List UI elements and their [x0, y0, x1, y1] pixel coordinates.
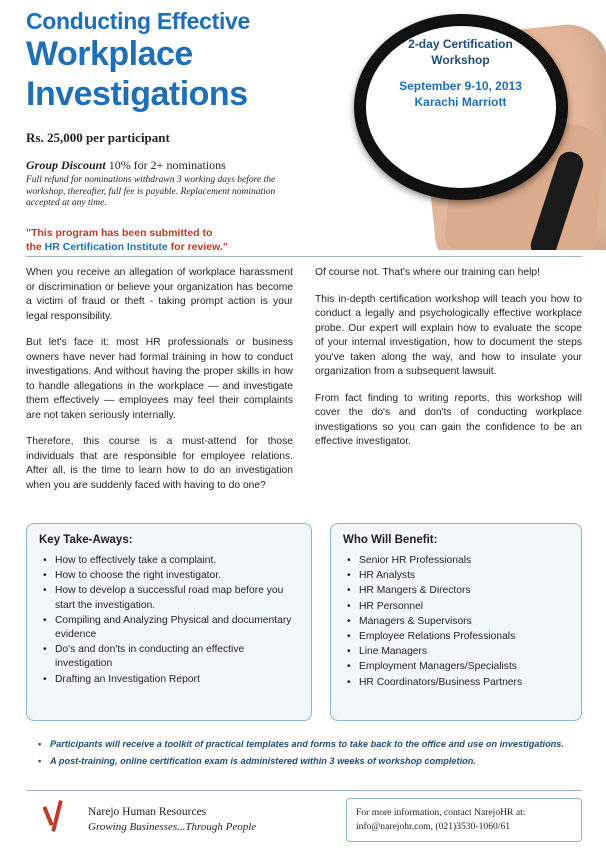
right-column — [315, 266, 582, 505]
footer-divider — [26, 790, 582, 791]
certification-note-line1: "This program has been submitted to — [26, 226, 213, 239]
refund-note: Full refund for nominations withdrawn 3 working days before the workshop, thereafter, full fee is payable. Replacement nomination accepted at any time. — [26, 175, 276, 208]
group-discount-text: 10% for 2+ nominations — [105, 158, 226, 172]
contact-line1: For more information, contact NarejoHR at: — [356, 807, 526, 818]
paragraph: But let's face it: most HR professionals or business owners have never had formal training in how to conduct investigations. And without having the proper skills in how to handle allegations in the workplace — and investigate them effectively — employees may feel their complaints are not taken seriously internally. — [26, 337, 293, 421]
paragraph: From fact finding to writing reports, this workshop will cover the do's and don'ts of conducting workplace investigations so you can gain the confidence to be an effective investigator. — [315, 392, 582, 447]
bottom-notes — [36, 738, 582, 771]
paragraph: When you receive an allegation of workplace harassment or discrimination or believe your organization has become a victim of fraud or theft - taking prompt action is your legal responsibility. — [26, 267, 293, 322]
workshop-venue: Karachi Marriott — [414, 95, 507, 109]
title-block — [26, 8, 336, 254]
workshop-line2: Workshop — [431, 53, 490, 67]
checkmark-icon — [44, 804, 74, 834]
list-item: • HR Analysts — [359, 569, 569, 583]
hr-certification-institute: HR Certification Institute — [44, 240, 168, 253]
bottom-notes-list — [36, 738, 582, 767]
group-discount-label: Group Discount — [26, 158, 106, 172]
list-item: • Employment Managers/Specialists — [359, 660, 569, 674]
company-name: Narejo Human Resources — [88, 806, 207, 818]
key-takeaways-heading: Key Take-Aways: — [39, 534, 133, 546]
narejo-logo-icon — [38, 800, 82, 842]
list-item: • Line Managers — [359, 645, 569, 659]
list-item: • HR Personnel — [359, 600, 569, 614]
list-item: • How to effectively take a complaint. — [55, 554, 299, 568]
company-tagline: Growing Businesses...Through People — [88, 821, 257, 833]
certification-note-prefix: the — [26, 240, 45, 253]
price-text: Rs. 25,000 per participant — [26, 130, 170, 145]
list-item: • Compiling and Analyzing Physical and documentary evidence — [55, 614, 299, 642]
list-item: • Drafting an Investigation Report — [55, 673, 299, 687]
footer — [26, 798, 582, 850]
list-item: • Employee Relations Professionals — [359, 630, 569, 644]
workshop-line1: 2-day Certification — [408, 37, 513, 51]
who-will-benefit-list — [343, 554, 569, 690]
company-block — [88, 806, 256, 833]
list-item: • How to choose the right investigator. — [55, 569, 299, 583]
list-item: • Do's and don'ts in conducting an effective investigation — [55, 643, 299, 671]
list-item: • Senior HR Professionals — [359, 554, 569, 568]
list-item: • How to develop a successful road map before you start the investigation. — [55, 584, 299, 612]
key-takeaways-list — [39, 554, 299, 687]
body-columns — [26, 266, 582, 505]
workshop-details — [358, 36, 563, 110]
list-item: • A post-training, online certification exam is administered within 3 weeks of workshop completion. — [50, 755, 582, 768]
workshop-date: September 9-10, 2013 — [399, 79, 522, 93]
list-item: • HR Mangers & Directors — [359, 584, 569, 598]
page-title-line3: Investigations — [26, 75, 248, 113]
header-divider — [26, 256, 582, 257]
who-will-benefit-heading: Who Will Benefit: — [343, 534, 438, 546]
contact-line2[interactable]: info@narejohr.com, (021)3530-1060/61 — [356, 821, 511, 832]
header — [0, 0, 606, 255]
list-item: • Participants will receive a toolkit of practical templates and forms to take back to the office and use on investigations. — [50, 738, 582, 751]
certification-note — [26, 226, 306, 254]
page-title-line1: Conducting Effective — [26, 8, 251, 34]
key-takeaways-box — [26, 523, 312, 721]
who-will-benefit-box — [330, 523, 582, 721]
paragraph: Therefore, this course is a must-attend for those individuals that are responsible for employee relations. After all, is the time to learn how to do an investigation when you are suddenly faced with having to do one? — [26, 436, 293, 491]
certification-note-suffix: for review." — [167, 240, 228, 253]
highlight-boxes — [26, 523, 582, 721]
paragraph: This in-depth certification workshop will teach you how to conduct a legally and psychologically effective workplace probe. Our expert will explain how to evaluate the scope of your internal investigation, how to document the steps you've taken along the way, and how to insulate your organization from a subsequent lawsuit. — [315, 293, 582, 377]
magnifier-photo — [344, 0, 606, 250]
paragraph: Of course not. That's where our training can help! — [315, 267, 540, 278]
left-column — [26, 266, 293, 505]
certification-note-line2 — [26, 240, 306, 254]
page-title-line2: Workplace — [26, 35, 193, 73]
contact-box — [346, 798, 582, 842]
list-item: • HR Coordinators/Business Partners — [359, 676, 569, 690]
list-item: • Managers & Supervisors — [359, 615, 569, 629]
group-discount — [26, 158, 336, 210]
